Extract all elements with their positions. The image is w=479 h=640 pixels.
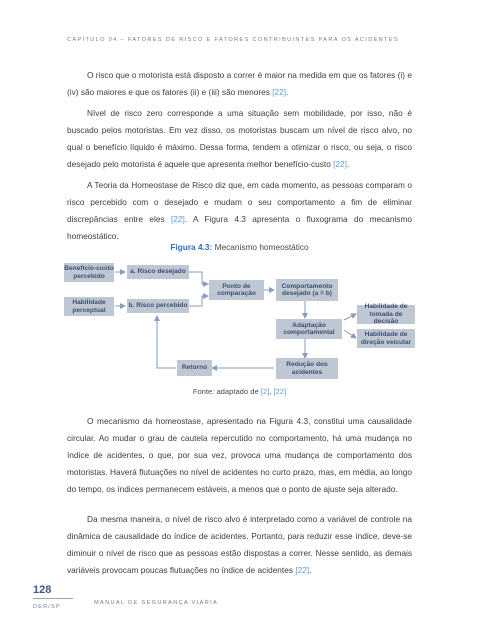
box-perceptual-skill: Habilidade perceptual xyxy=(64,297,114,316)
arrow-feedback-to-perceived xyxy=(157,316,176,368)
paragraph-3-end: . A Figura 4.3 apresenta o fluxograma do mecanismo homeostático. xyxy=(67,214,412,241)
figure-caption xyxy=(0,242,479,252)
box-benefit-cost: Benefício-custo percebido xyxy=(64,263,114,282)
paragraph-1-end: . xyxy=(286,87,289,97)
paragraph-5 xyxy=(67,511,412,579)
box-accident-reduction: Redução dos acidentes xyxy=(276,358,338,379)
reference-link[interactable]: [22] xyxy=(272,87,287,97)
figure-number: Figura 4.3: xyxy=(170,242,213,252)
box-desired-behavior: Comportamento desejado (a = b) xyxy=(276,279,338,301)
reference-link[interactable]: [22] xyxy=(170,214,185,224)
reference-link[interactable]: [22] xyxy=(273,387,287,396)
footer-organization: DER/SP xyxy=(33,604,61,610)
paragraph-4-text: O mecanismo da homeostase, apresentado na Figura 4.3, constitui uma causalidade circular. Ao mudar o grau de cautela repercutido no comportamento, há uma mudança no índice de acidentes, o que, por sua vez, provoca uma mudança de comportamento dos motoristas. Haverá flutuações no nível de acidentes no curto prazo, mas, em média, ao longo do tempo, os índices permanecem estáveis, a menos que o ponto de ajuste seja alterado. xyxy=(67,416,412,494)
box-comparison-point: Ponto de comparação xyxy=(209,280,264,300)
box-decision-skill: Habilidade de tomada de decisão xyxy=(357,305,415,324)
figure-source-label: Fonte: adaptado de xyxy=(192,387,259,396)
paragraph-3-text: A Teoria da Homeostase de Risco diz que, em cada momento, as pessoas comparam o risco percebido com o desejado e mudam o seu comportamento a fim de eliminar discrepâncias entre eles xyxy=(67,180,412,224)
arrow-desired-to-comparison xyxy=(189,272,208,284)
figure-source-separator: , xyxy=(269,387,272,396)
page-number: 128 xyxy=(33,584,52,596)
box-desired-risk: a. Risco desejado xyxy=(127,265,189,279)
paragraph-2-end: . xyxy=(346,159,350,169)
arrow-perceived-to-comparison xyxy=(189,296,208,306)
arrow-vehicle-skill xyxy=(344,330,356,338)
paragraph-4 xyxy=(67,413,412,498)
figure-title: Mecanismo homeostático xyxy=(214,242,309,252)
paragraph-2 xyxy=(67,105,412,173)
figure-source xyxy=(0,387,479,396)
paragraph-2-text: Nível de risco zero corresponde a uma situação sem mobilidade, por isso, não é buscado pelos motoristas. Em vez disso, os motoristas buscam um nível de risco alvo, no qual o benefício líquido é máximo. Dessa forma, tendem a otimizar o risco, ou seja, o risco desejado pelo motorista é aquele que apresenta melhor benefício-custo xyxy=(67,108,412,169)
arrow-decision-skill xyxy=(344,314,356,320)
paragraph-5-end: . xyxy=(309,565,312,575)
paragraph-3 xyxy=(67,177,412,245)
box-feedback: Retorno xyxy=(177,360,212,376)
reference-link[interactable]: [2] xyxy=(260,387,270,396)
running-header: CAPÍTULO 04 – FATORES DE RISCO E FATORES CONTRIBUINTES PARA OS ACIDENTES xyxy=(67,37,399,43)
reference-link[interactable]: [22] xyxy=(333,159,347,169)
footer-divider xyxy=(33,598,73,599)
paragraph-1-text: O risco que o motorista está disposto a correr é maior na medida em que os fatores (i) e (iv) são maiores e que os fatores (ii) e (iii) são menores xyxy=(67,70,412,97)
box-behavioral-adaptation: Adaptação comportamental xyxy=(276,319,342,339)
homeostatic-flowchart xyxy=(64,262,416,382)
footer-book-title: MANUAL DE SEGURANÇA VIÁRIA xyxy=(94,600,219,606)
box-perceived-risk: b. Risco percebido xyxy=(127,299,189,313)
paragraph-1 xyxy=(67,67,412,101)
reference-link[interactable]: [22] xyxy=(295,565,310,575)
box-vehicle-skill: Habilidade de direção veicular xyxy=(357,329,415,348)
paragraph-5-text: Da mesma maneira, o nível de risco alvo é interpretado como a variável de controle na dinâmica de causalidade do índice de acidentes. Portanto, para reduzir esse índice, deve-se diminuir o nível de risco que as pessoas estão dispostas a correr. Nesse sentido, as demais variáveis provocam poucas flutuações no índice de acidentes xyxy=(67,514,412,575)
